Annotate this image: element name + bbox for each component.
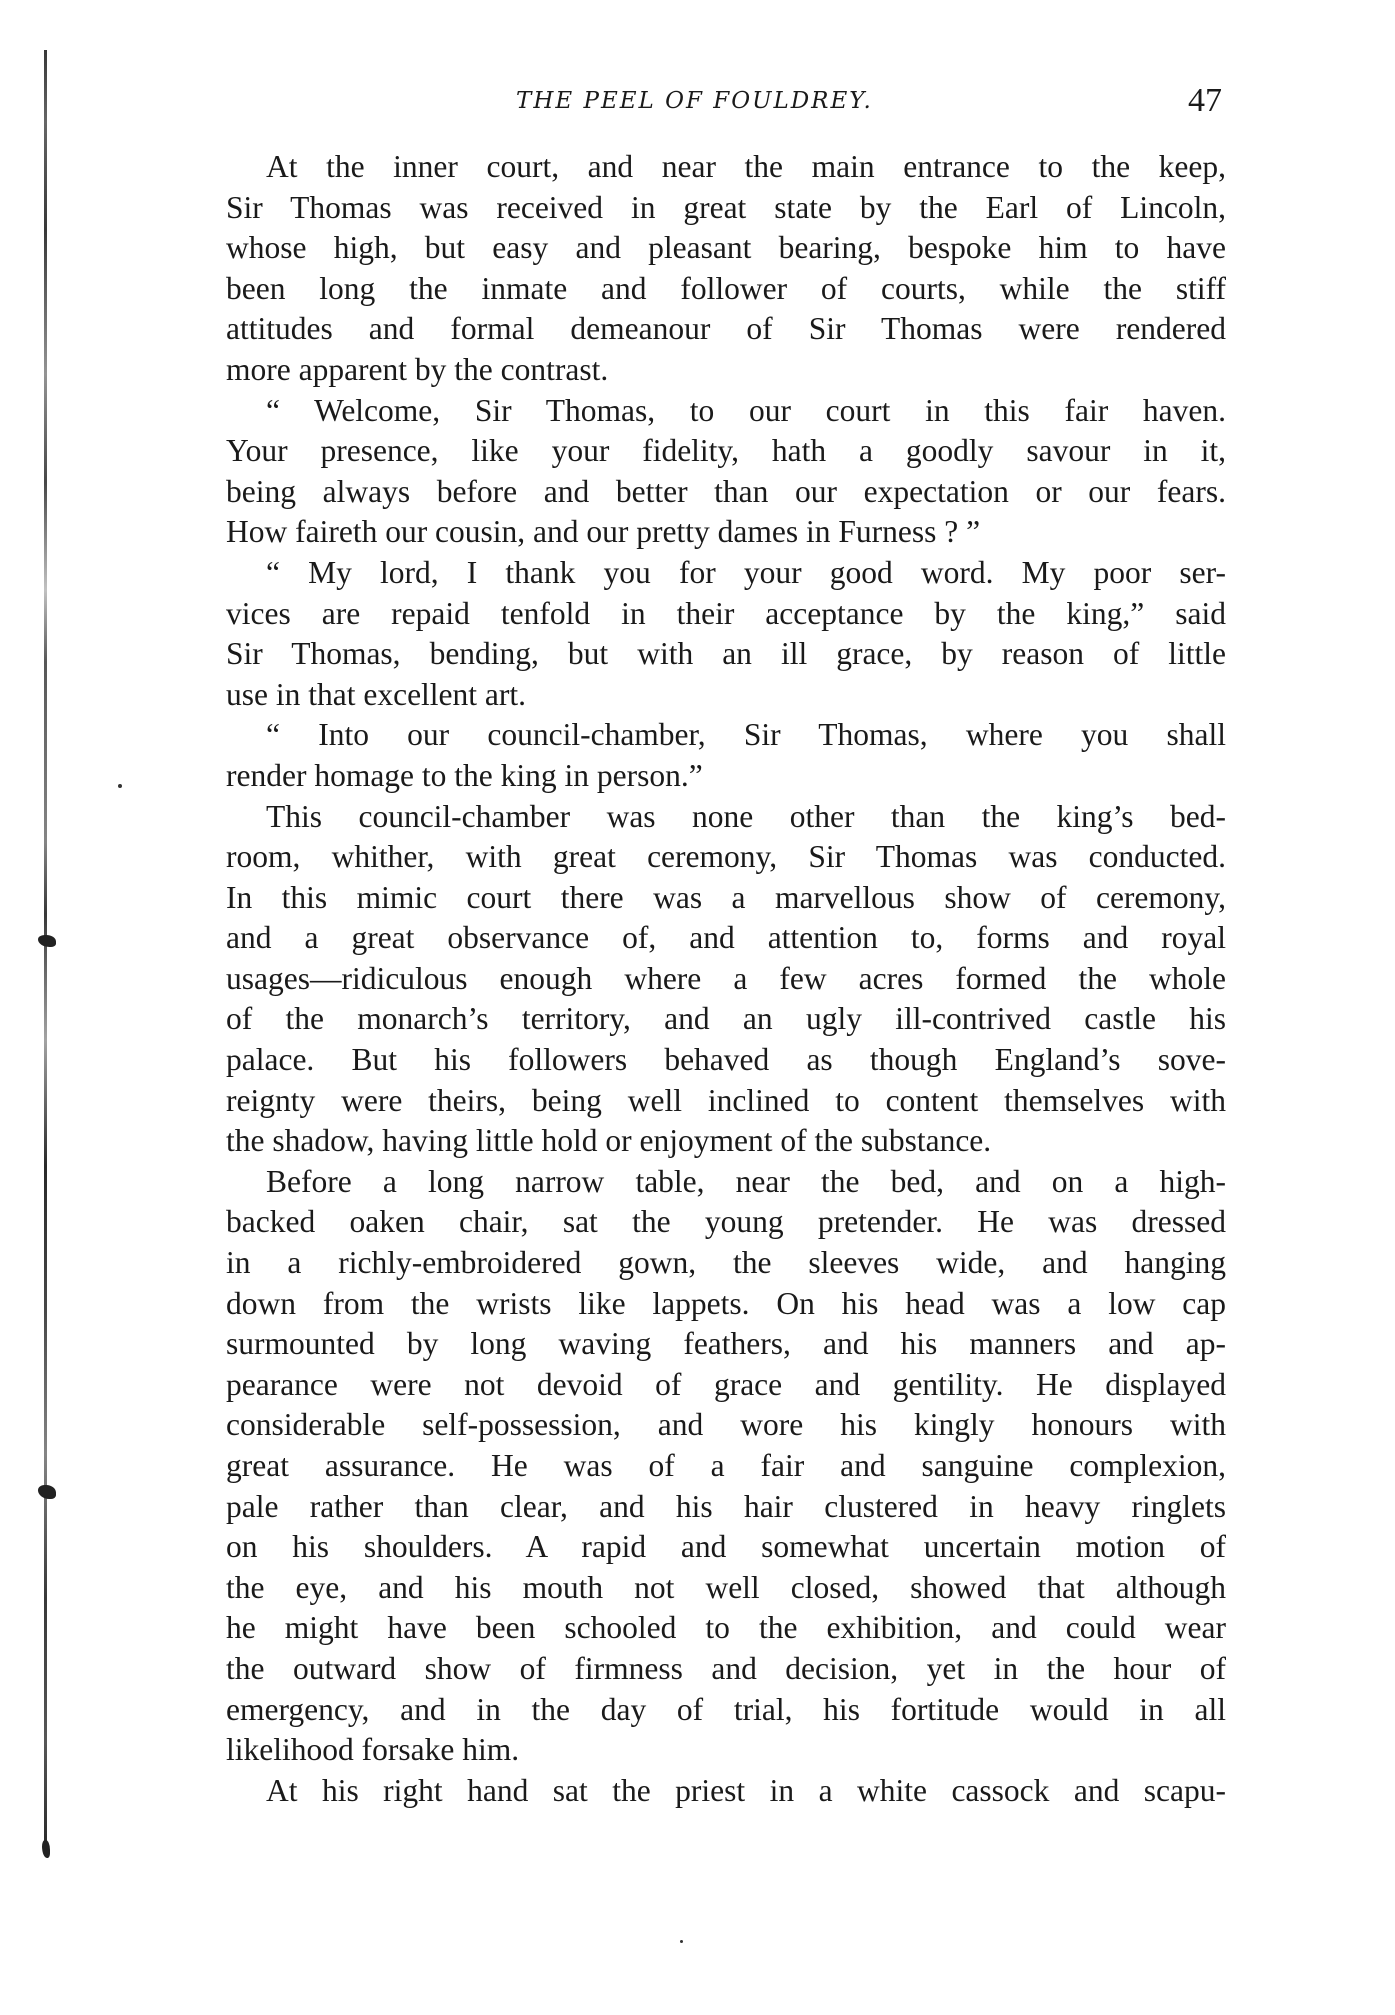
text-line: the eye, and his mouth not well closed, showed that although	[226, 1569, 1226, 1605]
text-line: room, whither, with great ceremony, Sir Thomas was conducted.	[226, 839, 1226, 875]
ink-speck	[118, 784, 122, 788]
text-line: surmounted by long waving feathers, and his manners and ap-	[226, 1326, 1226, 1362]
text-line: more apparent by the contrast.	[226, 351, 609, 387]
text-line: render homage to the king in person.”	[226, 757, 703, 793]
text-line: “ Welcome, Sir Thomas, to our court in this fair haven.	[266, 392, 1226, 428]
text-line: backed oaken chair, sat the young pretender. He was dressed	[226, 1204, 1226, 1240]
text-line: Your presence, like your fidelity, hath a goodly savour in it,	[226, 433, 1226, 469]
text-line: reignty were theirs, being well inclined to content themselves with	[226, 1082, 1226, 1118]
text-line: At his right hand sat the priest in a white cassock and scapu-	[266, 1772, 1226, 1808]
text-line: In this mimic court there was a marvellous show of ceremony,	[226, 879, 1226, 915]
binding-mark	[42, 1840, 50, 1858]
text-line: pale rather than clear, and his hair clustered in heavy ringlets	[226, 1488, 1226, 1524]
text-line: down from the wrists like lappets. On his head was a low cap	[226, 1285, 1226, 1321]
text-line: Sir Thomas, bending, but with an ill grace, by reason of little	[226, 636, 1226, 672]
text-line: great assurance. He was of a fair and sanguine complexion,	[226, 1448, 1226, 1483]
text-line: of the monarch’s territory, and an ugly ill-contrived castle his	[226, 1001, 1226, 1037]
text-line: palace. But his followers behaved as though England’s sove-	[226, 1042, 1226, 1078]
text-line: the outward show of firmness and decision, yet in the hour of	[226, 1650, 1226, 1686]
text-line: At the inner court, and near the main entrance to the keep,	[266, 149, 1226, 184]
text-line: and a great observance of, and attention to, forms and royal	[226, 920, 1226, 956]
text-line: emergency, and in the day of trial, his fortitude would in all	[226, 1691, 1226, 1727]
body-text	[226, 147, 1226, 1811]
text-line: whose high, but easy and pleasant bearing, bespoke him to have	[226, 230, 1226, 266]
text-line: likelihood forsake him.	[226, 1732, 520, 1768]
text-line: attitudes and formal demeanour of Sir Thomas were rendered	[226, 311, 1226, 347]
text-line: the shadow, having little hold or enjoyment of the substance.	[226, 1123, 992, 1159]
text-line: “ Into our council-chamber, Sir Thomas, where you shall	[266, 717, 1226, 753]
text-line: This council-chamber was none other than the king’s bed-	[266, 798, 1226, 834]
text-line: Before a long narrow table, near the bed, and on a high-	[266, 1163, 1226, 1199]
text-line: vices are repaid tenfold in their acceptance by the king,” said	[226, 595, 1226, 631]
text-line: pearance were not devoid of grace and gentility. He displayed	[226, 1366, 1226, 1402]
page-number: 47	[1188, 82, 1222, 119]
text-line: How faireth our cousin, and our pretty dames in Furness ? ”	[226, 514, 981, 550]
page-header	[226, 80, 1226, 130]
text-line: “ My lord, I thank you for your good word. My poor ser-	[266, 554, 1226, 590]
text-line: considerable self-possession, and wore his kingly honours with	[226, 1407, 1226, 1443]
binding-mark	[38, 1485, 56, 1499]
text-line: he might have been schooled to the exhibition, and could wear	[226, 1610, 1226, 1646]
binding-edge	[44, 50, 47, 1850]
text-line: being always before and better than our expectation or our fears.	[226, 473, 1226, 509]
text-line: usages—ridiculous enough where a few acres formed the whole	[226, 960, 1226, 996]
text-line: Sir Thomas was received in great state by the Earl of Lincoln,	[226, 189, 1226, 225]
text-line: use in that excellent art.	[226, 676, 527, 712]
running-title: THE PEEL OF FOULDREY.	[516, 88, 873, 114]
text-line: on his shoulders. A rapid and somewhat uncertain motion of	[226, 1529, 1226, 1565]
text-line: in a richly-embroidered gown, the sleeves wide, and hanging	[226, 1245, 1226, 1281]
binding-mark	[38, 935, 56, 947]
ink-speck	[680, 1940, 683, 1943]
text-line: been long the inmate and follower of courts, while the stiff	[226, 270, 1226, 306]
